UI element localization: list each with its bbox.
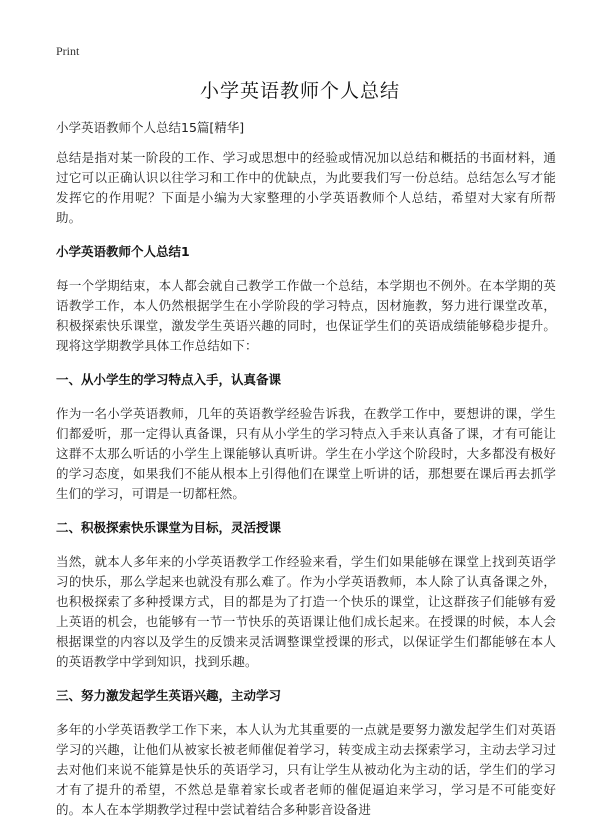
page-title: 小学英语教师个人总结 <box>199 80 400 102</box>
document-body <box>56 118 556 834</box>
document-subtitle: 小学英语教师个人总结15篇[精华] <box>56 120 245 135</box>
heading-1: 一、从小学生的学习特点入手，认真备课 <box>56 372 282 387</box>
section-title: 小学英语教师个人总结1 <box>56 244 190 259</box>
section-intro-paragraph: 每一个学期结束，本人都会就自己教学工作做一个总结，本学期也不例外。在本学期的英语教学工作，本人仍然根据学生在小学阶段的学习特点，因材施教，努力进行课堂改革，积极探索快乐课堂，激发学生英语兴趣的同时，也保证学生们的英语成绩能够稳步提升。现将这学期教学具体工作总结如下： <box>56 278 556 353</box>
intro-paragraph: 总结是指对某一阶段的工作、学习或思想中的经验或情况加以总结和概括的书面材料，通过它可以正确认识以往学习和工作中的优缺点，为此要我们写一份总结。总结怎么写才能发挥它的作用呢？下面是小编为大家整理的小学英语教师个人总结，希望对大家有所帮助。 <box>56 150 556 225</box>
print-link[interactable]: Print <box>56 44 80 58</box>
paragraph-3: 多年的小学英语教学工作下来，本人认为尤其重要的一点就是要努力激发起学生们对英语学习的兴趣，让他们从被家长被老师催促着学习，转变成主动去探索学习，主动去学习过去对他们来说不能算是快乐的英语学习，只有让学生从被动化为主动的话，学生们的学习才有了提升的希望，不然总是靠着家长或者老师的催促逼迫来学习，学习是不可能变好的。本人在本学期教学过程中尝试着结合多种影音设备进 <box>56 722 556 817</box>
heading-2: 二、积极探索快乐课堂为目标，灵活授课 <box>56 520 282 535</box>
paragraph-1: 作为一名小学英语教师，几年的英语教学经验告诉我，在教学工作中，要想讲的课，学生们都爱听，那一定得认真备课，只有从小学生的学习特点入手来认真备了课，才有可能让这群不太那么听话的小学生上课能够认真听讲。学生在小学这个阶段时，大多都没有极好的学习态度，如果我们不能从根本上引得他们在课堂上听讲的话，那想要在课后再去抓学生们的学习，可谓是一切都枉然。 <box>56 406 556 501</box>
paragraph-2: 当然，就本人多年来的小学英语教学工作经验来看，学生们如果能够在课堂上找到英语学习的快乐，那么学起来也就没有那么难了。作为小学英语教师，本人除了认真备课之外，也积极探索了多种授课方式，目的都是为了打造一个快乐的课堂，让这群孩子们能够有爱上英语的机会，也能够有一节一节快乐的英语课让他们成长起来。在授课的时候，本人会根据课堂的内容以及学生的反馈来灵活调整课堂授课的形式，以保证学生们都能够在本人的英语教学中学到知识，找到乐趣。 <box>56 554 556 669</box>
heading-3: 三、努力激发起学生英语兴趣，主动学习 <box>56 688 282 703</box>
